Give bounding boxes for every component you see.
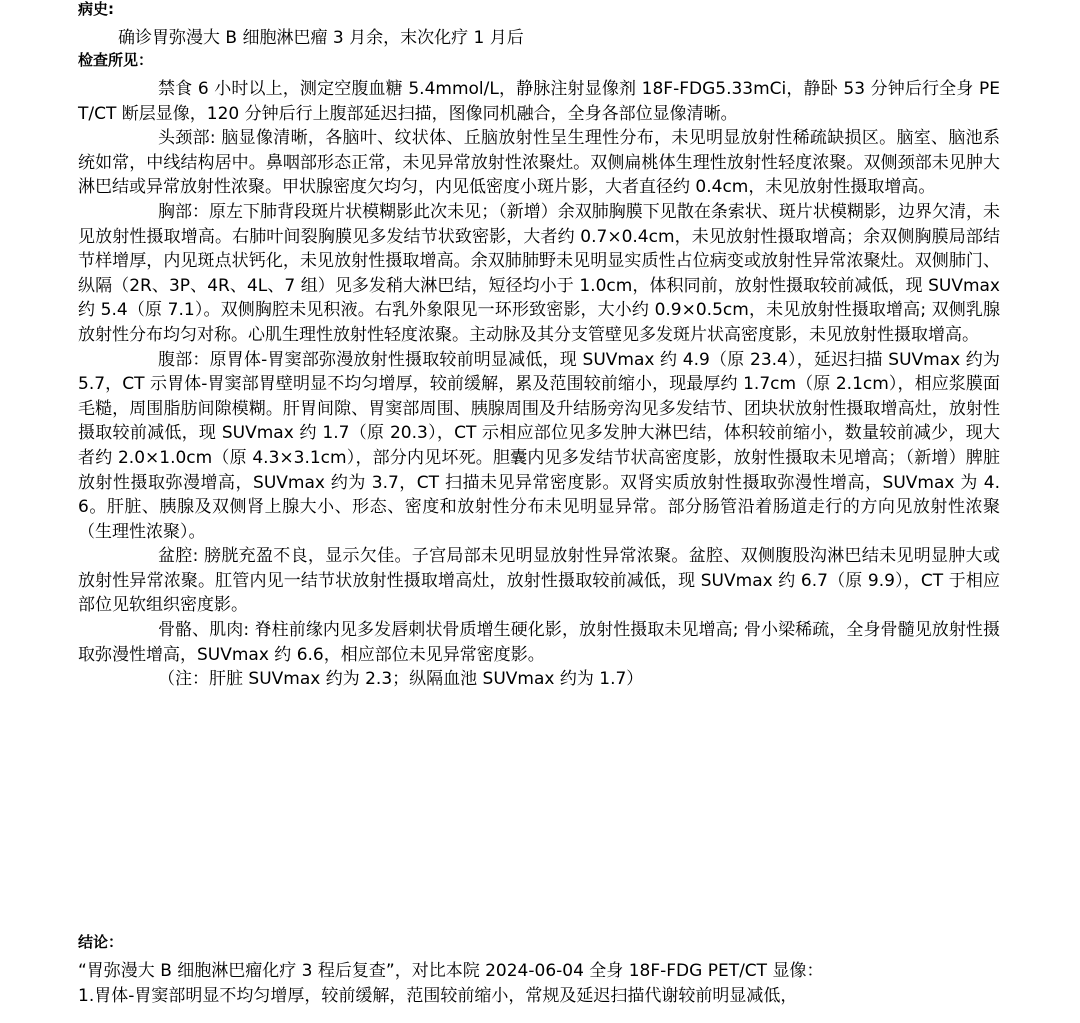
findings-note: （注：肝脏 SUVmax 约为 2.3；纵隔血池 SUVmax 约为 1.7） — [158, 669, 644, 690]
conclusion-body — [78, 959, 1000, 1008]
history-text: 确诊胃弥漫大 B 细胞淋巴瘤 3 月余，末次化疗 1 月后 — [118, 28, 524, 48]
findings-paragraph-pelvis: 盆腔: 膀胱充盈不良，显示欠佳。子宫局部未见明显放射性异常浓聚。盆腔、双侧腹股沟淋巴结未见明显肿大或放射性异常浓聚。肛管内见一结节状放射性摄取增高灶，放射性摄取较前减低，现 SUVmax 约 6.7（原 9.9），CT 于相应部位见软组织密度影。 — [78, 546, 1000, 616]
findings-paragraph-head-neck: 头颈部: 脑显像清晰，各脑叶、纹状体、丘脑放射性呈生理性分布，未见明显放射性稀疏缺损区。脑室、脑池系统如常，中线结构居中。鼻咽部形态正常，未见异常放射性浓聚灶。双侧扁桃体生理性放射性轻度浓聚。双侧颈部未见肿大淋巴结或异常放射性浓聚。甲状腺密度欠均匀，内见低密度小斑片影，大者直径约 0.4cm，未见放射性摄取增高。 — [78, 128, 1000, 198]
findings-paragraph-abdomen: 腹部：原胃体-胃窦部弥漫放射性摄取较前明显减低，现 SUVmax 约 4.9（原 23.4），延迟扫描 SUVmax 约为 5.7，CT 示胃体-胃窦部胃壁明显不均匀增厚，较前缓解，累及范围较前缩小，现最厚约 1.7cm（原 2.1cm），相应浆膜面毛糙，周围脂肪间隙模糊。肝胃间隙、胃窦部周围、胰腺周围及升结肠旁沟见多发结节、团块状放射性摄取增高灶，放射性摄取较前减低，现 SUVmax 约 1.7（原 20.3），CT 示相应部位见多发肿大淋巴结，体积较前缩小，数量较前减少，现大者约 2.0×1.0cm（原 4.3×3.1cm），部分内见坏死。胆囊内见多发结节状高密度影，放射性摄取未见增高；（新增）脾脏放射性摄取弥漫增高，SUVmax 约为 3.7，CT 扫描未见异常密度影。双肾实质放射性摄取弥漫性增高，SUVmax 为 4.6。肝脏、胰腺及双侧肾上腺大小、形态、密度和放射性分布未见明显异常。部分肠管沿着肠道走行的方向见放射性浓聚（生理性浓聚）。 — [78, 349, 1000, 542]
findings-heading: 检查所见： — [78, 51, 154, 69]
conclusion-heading: 结论： — [78, 933, 124, 951]
conclusion-line-intro: “胃弥漫大 B 细胞淋巴瘤化疗 3 程后复查”，对比本院 2024-06-04 全身 18F-FDG PET/CT 显像： — [78, 961, 824, 981]
conclusion-line-1: 1.胃体-胃窦部明显不均匀增厚，较前缓解，范围较前缩小，常规及延迟扫描代谢较前明显减低， — [78, 985, 798, 1006]
findings-paragraph-chest: 胸部：原左下肺背段斑片状模糊影此次未见；（新增）余双肺胸膜下见散在条索状、斑片状模糊影，边界欠清，未见放射性摄取增高。右肺叶间裂胸膜见多发结节状致密影，大者约 0.7×0.4cm，未见放射性摄取增高；余双侧胸膜局部结节样增厚，内见斑点状钙化，未见放射性摄取增高。余双肺肺野未见明显实质性占位病变或放射性异常浓聚灶。双侧肺门、纵隔（2R、3P、4R、4L、7 组）见多发稍大淋巴结，短径均小于 1.0cm，体积同前，放射性摄取较前减低，现 SUVmax 约 5.4（原 7.1）。双侧胸腔未见积液。右乳外象限见一环形致密影，大小约 0.9×0.5cm，未见放射性摄取增高; 双侧乳腺放射性分布均匀对称。心肌生理性放射性轻度浓聚。主动脉及其分支管壁见多发斑片状高密度影，未见放射性摄取增高。 — [78, 201, 1000, 345]
findings-paragraph-protocol: 禁食 6 小时以上，测定空腹血糖 5.4mmol/L，静脉注射显像剂 18F-FDG5.33mCi，静卧 53 分钟后行全身 PET/CT 断层显像，120 分钟后行上腹部延迟扫描，图像同机融合，全身各部位显像清晰。 — [78, 79, 1000, 124]
findings-paragraph-bone-muscle: 骨骼、肌肉: 脊柱前缘内见多发唇刺状骨质增生硬化影，放射性摄取未见增高; 骨小梁稀疏，全身骨髓见放射性摄取弥漫性增高，SUVmax 约 6.6，相应部位未见异常密度影。 — [78, 620, 1000, 665]
findings-body — [78, 77, 1000, 692]
history-heading: 病史: — [78, 0, 114, 18]
